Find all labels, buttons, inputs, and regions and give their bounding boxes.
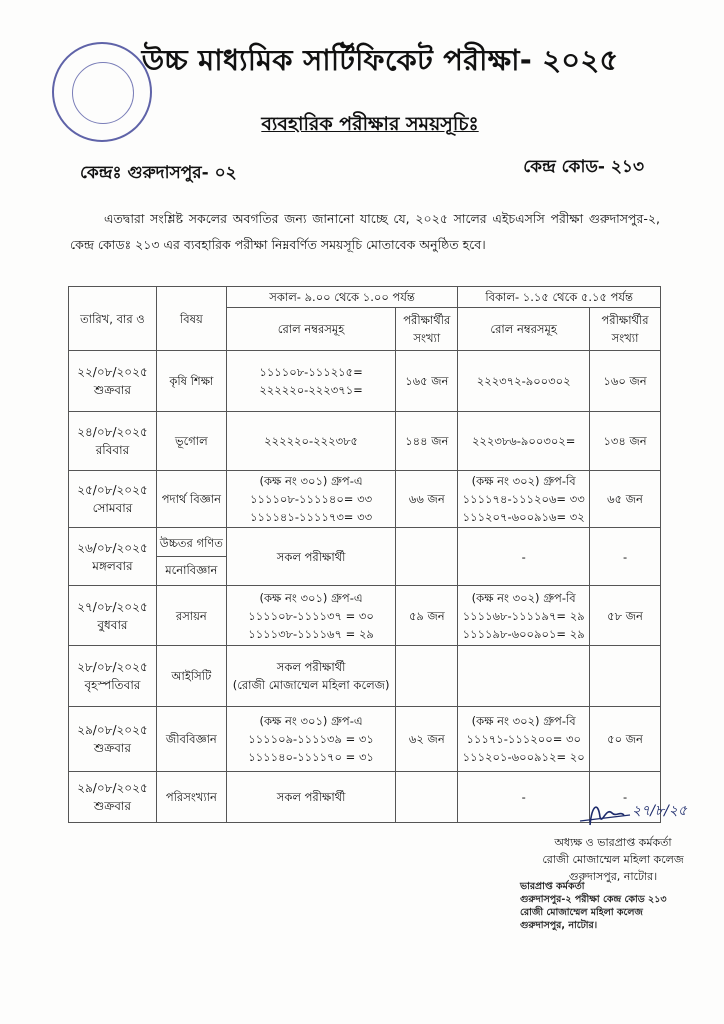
afternoon-count-cell: ৫০ জন xyxy=(590,707,661,772)
header-afternoon-rolls: রোল নম্বরসমূহ xyxy=(458,308,590,351)
afternoon-rolls-cell xyxy=(458,351,590,412)
roll-line: ২২২২২০-২২২৩৭১= xyxy=(259,383,363,397)
table-row xyxy=(69,471,661,528)
morning-count-cell: ৬৬ জন xyxy=(396,471,458,528)
roll-line: - xyxy=(521,790,526,804)
subject-cell: পদার্থ বিজ্ঞান xyxy=(156,471,226,528)
roll-line: - xyxy=(521,549,526,564)
afternoon-rolls-cell xyxy=(458,412,590,471)
morning-count-cell xyxy=(396,772,458,823)
date-cell xyxy=(69,412,157,471)
morning-count-cell: ১৬৫ জন xyxy=(396,351,458,412)
date-text: ২৭/০৮/২০২৫ xyxy=(77,599,148,614)
table-row xyxy=(69,351,661,412)
stamp-line: রোজী মোজাম্মেল মহিলা কলেজ xyxy=(520,907,643,918)
morning-count-cell: ৫৯ জন xyxy=(396,586,458,646)
morning-rolls-cell xyxy=(226,707,396,772)
notice-paragraph: এতদ্বারা সংশ্লিষ্ট সকলের অবগতির জন্য জানানো যাচ্ছে যে, ২০২৫ সালের এইচএসসি পরীক্ষা গুরুদাসপুর-২, কেন্দ্র কোডঃ ২১৩ এর ব্যবহারিক পরীক্ষা নিম্নবর্ণিত সময়সূচি মোতাবেক অনুষ্ঠিত হবে। xyxy=(70,211,660,252)
header-morning: সকাল- ৯.০০ থেকে ১.০০ পর্যন্ত xyxy=(226,287,457,308)
subject-text: উচ্চতর গণিত xyxy=(159,536,223,550)
day-text: শুক্রবার xyxy=(93,741,132,755)
afternoon-rolls-cell xyxy=(458,646,590,707)
stamp-line: গুরুদাসপুর-২ পরীক্ষা কেন্দ্র কোড ২১৩ xyxy=(520,894,667,905)
morning-rolls-cell xyxy=(226,471,396,528)
header-subject: বিষয় xyxy=(156,287,226,351)
roll-line: ১১১১০৮-১১১২১৫= xyxy=(259,365,363,379)
roll-line: ১১১১৭৪-১১১২০৬= ৩৩ xyxy=(462,492,585,506)
center-name: কেন্দ্রঃ গুরুদাসপুর- ০২ xyxy=(80,163,237,183)
afternoon-count-cell: ১৩৪ জন xyxy=(590,412,661,471)
roll-line: সকল পরীক্ষার্থী xyxy=(276,660,346,674)
header-date: তারিখ, বার ও xyxy=(69,287,157,351)
roll-line: (কক্ষ নং ৩০১) গ্রুপ-এ xyxy=(259,590,363,605)
signatory-college: রোজী মোজাম্মেল মহিলা কলেজ xyxy=(542,853,684,866)
date-text: ২৯/০৮/২০২৫ xyxy=(77,723,148,737)
signature-scrawl-icon xyxy=(520,795,700,835)
roll-line: (কক্ষ নং ৩০২) গ্রুপ-বি xyxy=(471,714,576,728)
schedule-subtitle: ব্যবহারিক পরীক্ষার সময়সূচিঃ xyxy=(261,113,479,135)
date-cell xyxy=(69,528,157,586)
morning-rolls-cell xyxy=(226,646,396,707)
signatory-location: গুরুদাসপুর, নাটোর। xyxy=(568,870,658,883)
header-morning-rolls: রোল নম্বরসমূহ xyxy=(226,308,396,351)
date-cell xyxy=(69,646,157,707)
roll-line: সকল পরীক্ষার্থী xyxy=(276,790,346,804)
roll-line: ১১১২০৭-৬০০৯১৬= ৩২ xyxy=(462,510,585,524)
header-afternoon: বিকাল- ১.১৫ থেকে ৫.১৫ পর্যন্ত xyxy=(458,287,661,308)
day-text: বুধবার xyxy=(97,617,128,632)
date-text: ২৮/০৮/২০২৫ xyxy=(77,660,148,674)
header-afternoon-count: পরীক্ষার্থীর সংখ্যা xyxy=(590,308,661,351)
morning-rolls-cell xyxy=(226,528,396,586)
date-text: ২৬/০৮/২০২৫ xyxy=(77,540,148,555)
subject-cell: কৃষি শিক্ষা xyxy=(156,351,226,412)
afternoon-count-cell xyxy=(590,646,661,707)
morning-rolls-cell xyxy=(226,351,396,412)
roll-line: ২২২২২০-২২২৩৮৫ xyxy=(264,434,358,448)
roll-line: (কক্ষ নং ৩০১) গ্রুপ-এ xyxy=(259,474,363,488)
date-cell xyxy=(69,351,157,412)
morning-rolls-cell xyxy=(226,586,396,646)
table-header-row xyxy=(69,287,661,308)
roll-line: ১১১১০৮-১১১১৩৭ = ৩০ xyxy=(248,608,374,623)
roll-line: ১১১১৯৮-৬০০৯০১= ২৯ xyxy=(462,626,585,641)
roll-line: (কক্ষ নং ৩০১) গ্রুপ-এ xyxy=(259,714,363,728)
roll-line: ১১১১৪১-১১১১৭৩= ৩৩ xyxy=(250,510,373,524)
center-code: কেন্দ্র কোড- ২১৩ xyxy=(523,157,644,177)
handwritten-signature xyxy=(520,795,700,835)
roll-line: ১১১১৬৮-১১১১৯৭= ২৯ xyxy=(462,608,585,623)
roll-line: ১১১২০১-৬০০৯১২= ২০ xyxy=(462,750,585,764)
afternoon-count-cell: - xyxy=(590,528,661,586)
day-text: মঙ্গলবার xyxy=(92,558,133,573)
roll-line: ১১১১৩৮-১১১১৬৭ = ২৯ xyxy=(248,626,374,641)
roll-line: ১১১১০৮-১১১১৪০= ৩৩ xyxy=(250,492,373,506)
date-cell xyxy=(69,586,157,646)
morning-count-cell: ৬২ জন xyxy=(396,707,458,772)
afternoon-rolls-cell xyxy=(458,528,590,586)
subject-cell: জীববিজ্ঞান xyxy=(156,707,226,772)
day-text: শুক্রবার xyxy=(93,383,132,397)
subject-cell xyxy=(156,528,226,586)
roll-line: (কক্ষ নং ৩০২) গ্রুপ-বি xyxy=(471,474,576,488)
day-text: শুক্রবার xyxy=(93,799,132,813)
afternoon-count-cell: - xyxy=(590,772,661,823)
header-morning-count: পরীক্ষার্থীর সংখ্যা xyxy=(396,308,458,351)
subject-cell: পরিসংখ্যান xyxy=(156,772,226,823)
signatory-title: অধ্যক্ষ ও ভারপ্রাপ্ত কর্মকর্তা xyxy=(554,836,672,849)
table-row xyxy=(69,586,661,646)
morning-count-cell xyxy=(396,646,458,707)
day-text: রবিবার xyxy=(95,443,130,457)
official-stamp xyxy=(520,880,700,932)
table-row xyxy=(69,707,661,772)
date-text: ২৪/০৮/২০২৫ xyxy=(77,425,148,439)
date-text: ২৫/০৮/২০২৫ xyxy=(77,483,148,497)
roll-line: (কক্ষ নং ৩০২) গ্রুপ-বি xyxy=(471,590,576,605)
afternoon-rolls-cell xyxy=(458,586,590,646)
morning-rolls-cell xyxy=(226,412,396,471)
afternoon-rolls-cell xyxy=(458,707,590,772)
afternoon-count-cell: ১৬০ জন xyxy=(590,351,661,412)
date-text: ২২/০৮/২০২৫ xyxy=(77,365,148,379)
morning-count-cell: ১৪৪ জন xyxy=(396,412,458,471)
stamp-line: গুরুদাসপুর, নাটোর। xyxy=(520,920,598,931)
subject-cell: রসায়ন xyxy=(156,586,226,646)
afternoon-count-cell: ৬৫ জন xyxy=(590,471,661,528)
table-row xyxy=(69,528,661,586)
subject-cell: আইসিটি xyxy=(156,646,226,707)
table-row xyxy=(69,646,661,707)
schedule-table xyxy=(68,286,661,823)
day-text: সোমবার xyxy=(92,501,133,515)
stamp-line: ভারপ্রাপ্ত কর্মকর্তা xyxy=(520,881,585,892)
afternoon-count-cell: ৫৮ জন xyxy=(590,586,661,646)
afternoon-rolls-cell xyxy=(458,471,590,528)
signatory-block xyxy=(528,834,698,885)
roll-line: ২২২৩৮৬-৯০০৩০২= xyxy=(471,434,576,448)
exam-title: উচ্চ মাধ্যমিক সার্টিফিকেট পরীক্ষা- ২০২৫ xyxy=(141,43,619,77)
table-row xyxy=(69,412,661,471)
subject-cell: ভূগোল xyxy=(156,412,226,471)
date-cell xyxy=(69,471,157,528)
roll-line: (রোজী মোজাম্মেল মহিলা কলেজ) xyxy=(232,678,390,692)
date-text: ২৯/০৮/২০২৫ xyxy=(77,781,148,795)
date-cell xyxy=(69,707,157,772)
date-cell xyxy=(69,772,157,823)
signature-date: ২৭/৮/২৫ xyxy=(632,803,687,819)
morning-rolls-cell xyxy=(226,772,396,823)
day-text: বৃহস্পতিবার xyxy=(84,678,141,692)
roll-line: ২২২৩৭২-৯০০৩০২ xyxy=(476,374,571,388)
morning-count-cell xyxy=(396,528,458,586)
roll-line: সকল পরীক্ষার্থী xyxy=(276,549,346,564)
subject-text-2: মনোবিজ্ঞান xyxy=(157,556,226,579)
roll-line: ১১১১৪০-১১১১৭০ = ৩১ xyxy=(248,750,374,764)
roll-line: ১১১৭১-১১১২০০= ৩০ xyxy=(466,732,581,746)
roll-line: ১১১১০৯-১১১১৩৯ = ৩১ xyxy=(248,732,374,746)
